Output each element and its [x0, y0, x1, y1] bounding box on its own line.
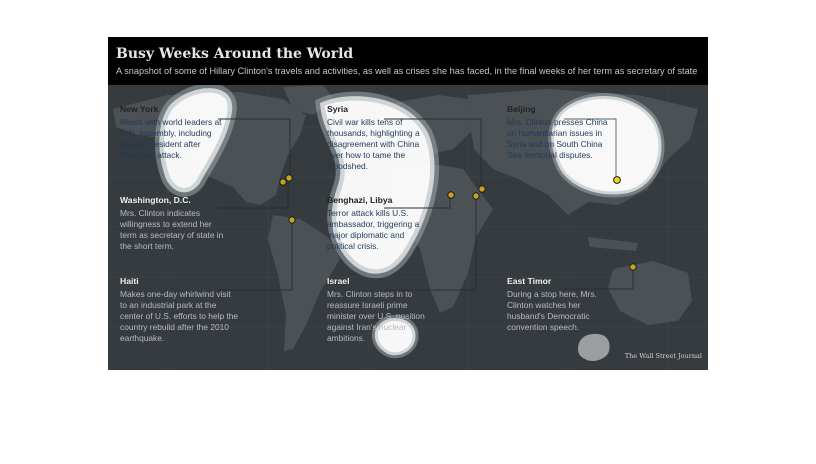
caption-text: During a stop here, Mrs. Clinton watches her husband's Democratic convention speech.	[507, 289, 597, 332]
caption-title: East Timor	[507, 276, 552, 286]
caption-new-york	[120, 104, 232, 161]
marker-washington	[280, 179, 286, 185]
caption-text: Terror attack kills U.S. ambassador, triggering a major diplomatic and political crisis.	[327, 208, 420, 251]
marker-haiti	[289, 217, 295, 223]
caption-east-timor	[507, 276, 615, 333]
caption-text: Mrs. Clinton indicates willingness to extend her term as secretary of state in the short term.	[120, 208, 224, 251]
marker-israel	[473, 193, 479, 199]
caption-title: Syria	[327, 104, 349, 114]
caption-beijing	[507, 104, 617, 161]
caption-text: Mrs. Clinton presses China on humanitarian issues in Syria and on South China Sea territorial disputes.	[507, 117, 608, 160]
caption-title: Benghazi, Libya	[327, 195, 393, 205]
page-subtitle: A snapshot of some of Hillary Clinton's travels and activities, as well as crises she has faced, in the final weeks of her term as secretary of state	[116, 66, 698, 76]
caption-benghazi	[327, 195, 427, 252]
caption-israel	[327, 276, 437, 344]
caption-syria	[327, 104, 427, 172]
marker-east-timor	[630, 264, 636, 270]
map-graphic	[108, 37, 708, 370]
header-bar	[108, 37, 708, 85]
marker-benghazi	[448, 192, 454, 198]
caption-title: Washington, D.C.	[120, 195, 191, 205]
caption-title: Haiti	[120, 276, 139, 286]
caption-haiti	[120, 276, 240, 344]
caption-title: New York	[120, 104, 159, 114]
marker-beijing	[614, 177, 621, 184]
caption-washington	[120, 195, 225, 252]
caption-title: Beijing	[507, 104, 536, 114]
caption-text: Meets with world leaders at U.N. assembly, including Libyan president after Benghazi attack.	[120, 117, 222, 160]
marker-new-york	[286, 175, 292, 181]
caption-text: Mrs. Clinton steps in to reassure Israeli prime minister over U.S. position against Iran's nuclear ambitions.	[327, 289, 425, 343]
caption-text: Makes one-day whirlwind visit to an industrial park at the center of U.S. efforts to help the country rebuild after the 2010 earthquake.	[120, 289, 239, 343]
caption-text: Civil war kills tens of thousands, highlighting a disagreement with China over how to tame the bloodshed.	[327, 117, 420, 171]
source-credit: The Wall Street Journal	[624, 352, 702, 360]
caption-title: Israel	[327, 276, 350, 286]
marker-syria	[479, 186, 485, 192]
page-title: Busy Weeks Around the World	[116, 46, 354, 62]
